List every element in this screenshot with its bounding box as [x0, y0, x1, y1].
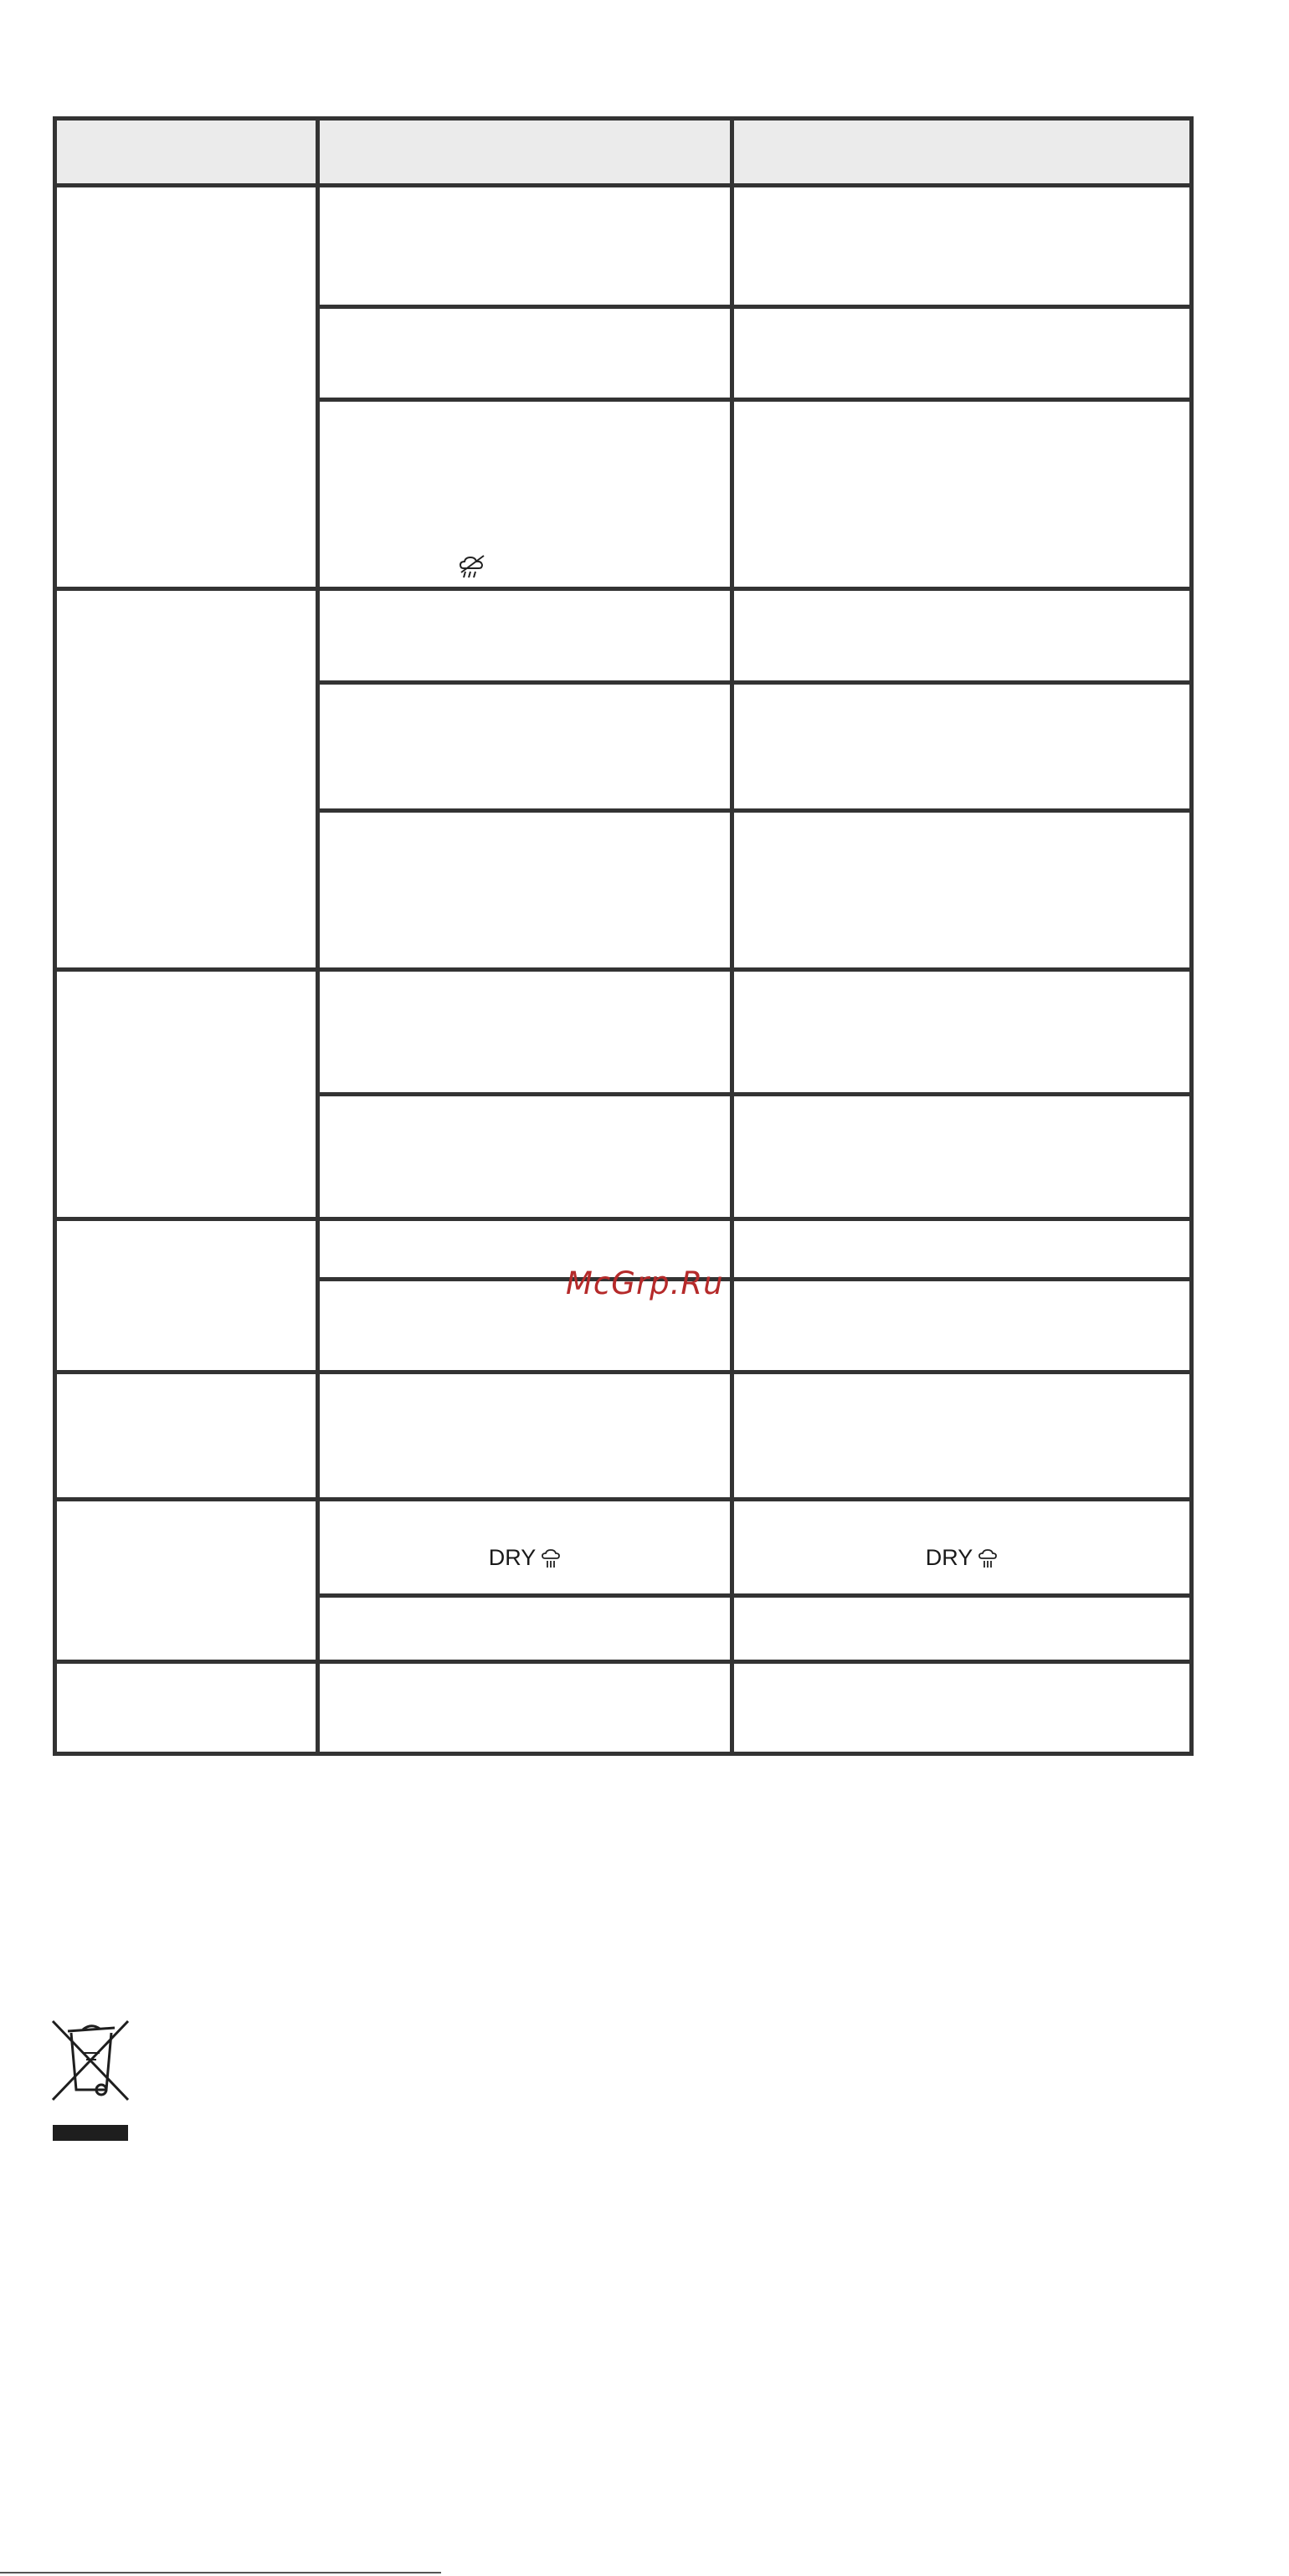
solution-cell — [732, 970, 1192, 1095]
problem-cell-4 — [55, 1219, 318, 1373]
problem-cell-1 — [55, 186, 318, 589]
solution-cell — [732, 400, 1192, 589]
table-row — [55, 1500, 1192, 1596]
solution-cell — [732, 1280, 1192, 1373]
problem-cell-3 — [55, 970, 318, 1219]
solution-cell-dry — [732, 1500, 1192, 1596]
cause-cell — [318, 1373, 732, 1500]
crossed-out-wheelie-bin-icon — [51, 2019, 131, 2107]
solution-cell — [732, 1219, 1192, 1280]
solution-cell — [732, 186, 1192, 307]
cause-cell — [318, 307, 732, 400]
cause-cell — [318, 1596, 732, 1662]
cause-cell — [318, 683, 732, 811]
table-row — [55, 1373, 1192, 1500]
cause-cell — [318, 1095, 732, 1219]
cause-cell-dry — [318, 1500, 732, 1596]
problem-cell-7 — [55, 1662, 318, 1754]
problem-cell-2 — [55, 589, 318, 970]
dry-mode-cloud-icon — [541, 1547, 561, 1569]
dry-mode-label: DRY — [925, 1545, 973, 1570]
header-cell-problem — [55, 119, 318, 186]
table-row — [55, 970, 1192, 1095]
watermark-text: McGrp.Ru — [566, 1265, 724, 1301]
problem-cell-5 — [55, 1373, 318, 1500]
no-rain-cloud-icon — [458, 554, 486, 579]
cause-cell — [318, 811, 732, 970]
dry-mode-label: DRY — [488, 1545, 537, 1570]
solution-cell — [732, 1662, 1192, 1754]
header-cell-solution — [732, 119, 1192, 186]
cause-cell — [318, 1662, 732, 1754]
troubleshooting-table — [53, 116, 1194, 1756]
solution-cell — [732, 1095, 1192, 1219]
solution-cell — [732, 1373, 1192, 1500]
disposal-symbol-bar — [53, 2125, 128, 2141]
table-header-row — [55, 119, 1192, 186]
footer-rule — [0, 2572, 441, 2573]
solution-cell — [732, 1596, 1192, 1662]
solution-cell — [732, 811, 1192, 970]
cause-cell — [318, 186, 732, 307]
header-cell-cause — [318, 119, 732, 186]
problem-cell-6 — [55, 1500, 318, 1662]
solution-cell — [732, 307, 1192, 400]
table-row — [55, 589, 1192, 683]
table-row — [55, 186, 1192, 307]
table-row — [55, 1662, 1192, 1754]
cause-cell — [318, 589, 732, 683]
solution-cell — [732, 683, 1192, 811]
cause-cell — [318, 400, 732, 589]
solution-cell — [732, 589, 1192, 683]
dry-mode-cloud-icon — [978, 1547, 998, 1569]
cause-cell — [318, 970, 732, 1095]
